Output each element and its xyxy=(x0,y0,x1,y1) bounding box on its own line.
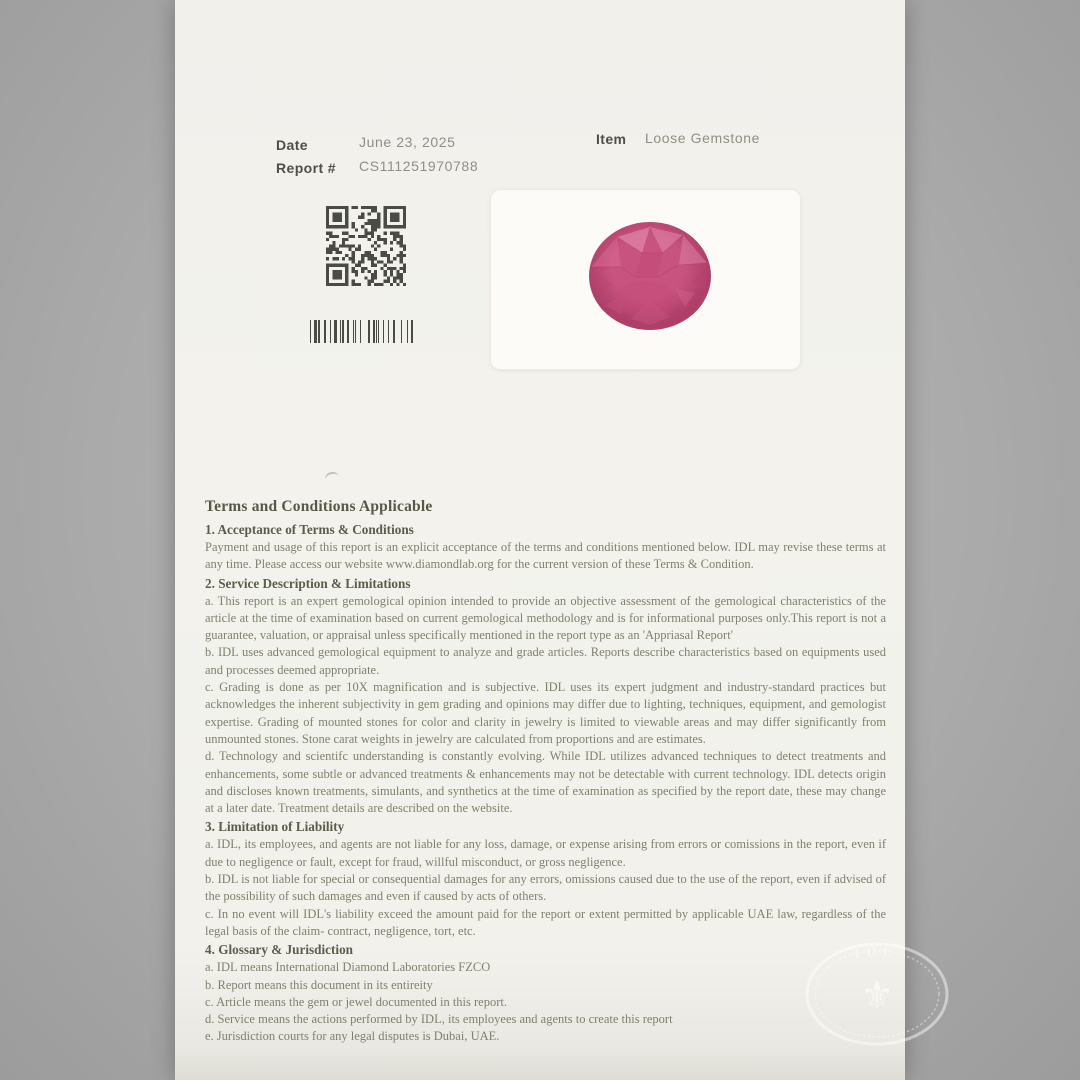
date-label: Date xyxy=(276,137,308,153)
terms-paragraph: b. Report means this document in its entireity xyxy=(205,977,433,992)
terms-title: Terms and Conditions Applicable xyxy=(205,498,433,515)
report-number-value: CS111251970788 xyxy=(359,158,479,174)
laboratory-seal-watermark xyxy=(755,938,999,1050)
svg-text:IDL xyxy=(854,944,900,961)
certificate-page xyxy=(175,0,905,1080)
gemstone-photo-card xyxy=(490,189,801,370)
date-value: June 23, 2025 xyxy=(359,134,456,150)
qr-code-icon xyxy=(326,206,406,286)
terms-paragraph: c. Article means the gem or jewel documented in this report. xyxy=(205,994,507,1009)
terms-paragraph: d. Service means the actions performed by IDL, its employees and agents to create this report xyxy=(205,1012,673,1027)
fleur-de-lis-icon: ⚜ xyxy=(859,975,895,1017)
terms-paragraph: a. IDL means International Diamond Laboratories FZCO xyxy=(205,960,491,975)
terms-paragraph: d. Technology and scientifc understanding is constantly evolving. While IDL utilizes advanced techniques to detect treatments and enhancements, some subtle or advanced treatments & enhancements may not be detectable with current technology. IDL detects origin and discloses known treatments, simulants, and synthetics at the time of examination as specified by the report date, these may change at a later date. Treatment details are described on the website. xyxy=(205,749,886,816)
terms-paragraph: c. Grading is done as per 10X magnification and is subjective. IDL uses its expert judgment and industry-standard practices but acknowledges the inherent subjectivity in gem grading and opinions may differ due to lighting, techniques, equipment, and gemologist expertise. Grading of mounted stones for color and clarity in jewelry is limited to viewable areas and may differ significantly from unmounted stones. Stone carat weights in jewelry are calculated from proportions and are estimates. xyxy=(205,680,886,746)
terms-section-heading: 3. Limitation of Liability xyxy=(205,819,345,835)
terms-section-heading: 1. Acceptance of Terms & Conditions xyxy=(205,522,414,537)
item-value: Loose Gemstone xyxy=(645,130,761,146)
terms-paragraph: a. This report is an expert gemological opinion intended to provide an objective assessment of the gemological characteristics of the article at the time of examination based on current gemological methodology and is for informational purposes only.This report is not a guarantee, valuation, or appraisal unless specifically mentioned in the report type as an 'Appriasal Report' xyxy=(205,593,886,643)
terms-paragraph: a. IDL, its employees, and agents are not liable for any loss, damage, or expense arising from errors or comissions in the report, even if due to negligence or fault, except for fraud, willful misconduct, or gross negligence. xyxy=(205,837,886,869)
terms-paragraph: Payment and usage of this report is an explicit acceptance of the terms and conditions mentioned below. IDL may revise these terms at any time. Please access our website www.diamondlab.org for the current version of these Terms & Condition. xyxy=(205,540,886,572)
item-label: Item xyxy=(596,131,627,147)
report-number-label: Report # xyxy=(276,160,336,176)
terms-paragraph: b. IDL is not liable for special or consequential damages for any errors, omissions caused due to the use of the report, even if advised of the possibility of such damages and even if caused by acts of others. xyxy=(205,872,886,904)
barcode-icon xyxy=(303,320,413,343)
seal-text: IDL xyxy=(853,943,900,961)
terms-section-heading: 4. Glossary & Jurisdiction xyxy=(205,942,353,958)
terms-paragraph: b. IDL uses advanced gemological equipment to analyze and grade articles. Reports describe characteristics based on equipments used and processes deemed appropriate. xyxy=(205,645,886,677)
terms-section-heading: 2. Service Description & Limitations xyxy=(205,575,411,591)
gemstone-image xyxy=(587,219,713,333)
pen-mark xyxy=(324,470,340,485)
terms-paragraph: c. In no event will IDL's liability exceed the amount paid for the report or extent permitted by applicable UAE law, regardless of the legal basis of the claim- contract, negligence, tort, etc. xyxy=(205,906,886,938)
terms-paragraph: e. Jurisdiction courts for any legal disputes is Dubai, UAE. xyxy=(205,1029,500,1044)
